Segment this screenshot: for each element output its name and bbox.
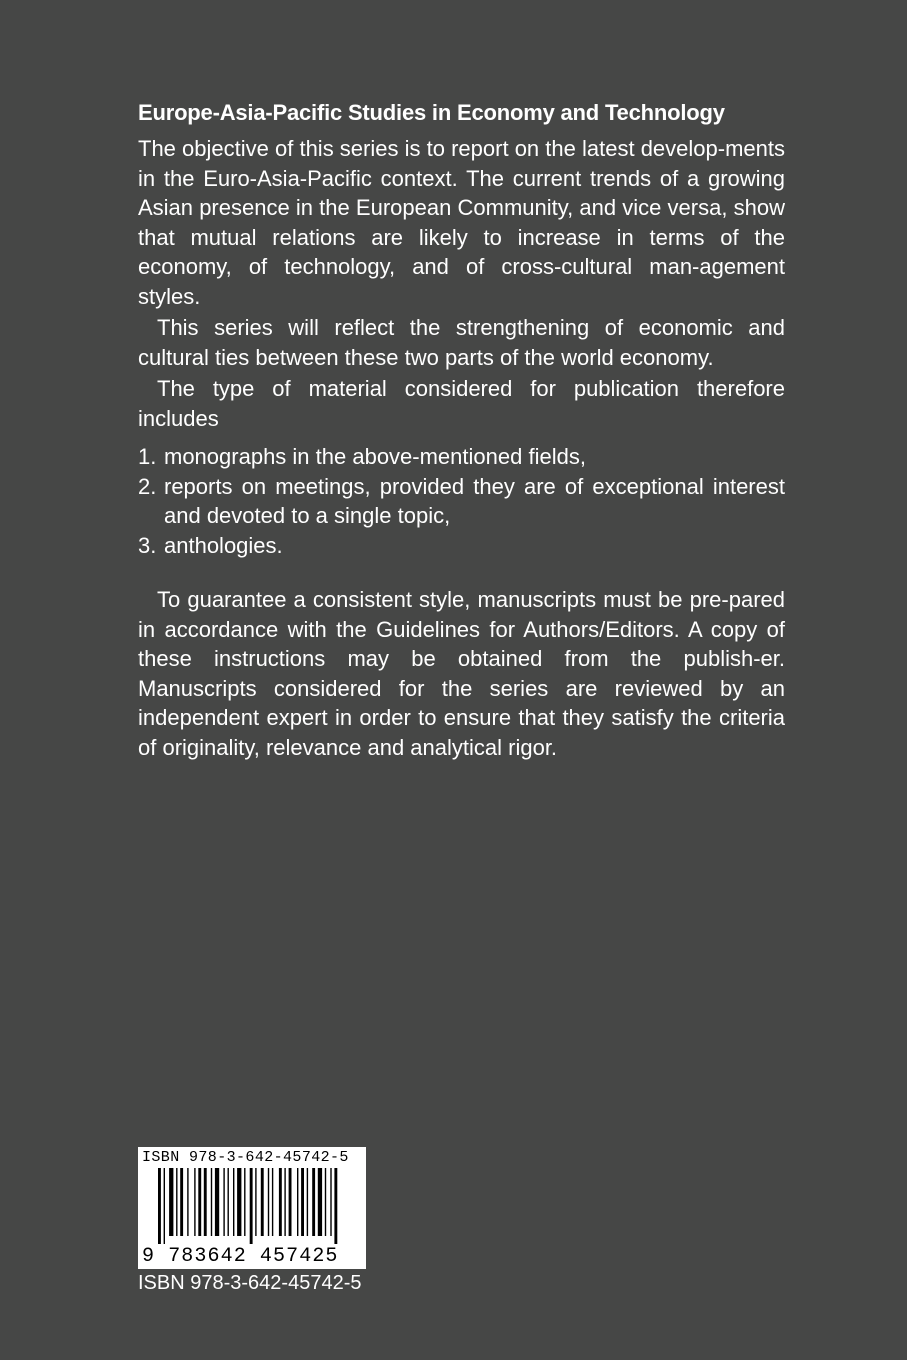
series-title: Europe-Asia-Pacific Studies in Economy and Technology: [138, 100, 725, 125]
barcode-box: [138, 1147, 366, 1269]
barcode-bar: [261, 1168, 264, 1236]
list-item: [138, 531, 785, 561]
barcode-bar: [334, 1168, 337, 1244]
material-list: [138, 442, 785, 560]
barcode-bar: [169, 1168, 173, 1236]
barcode-bar: [223, 1168, 224, 1236]
barcode-bar: [228, 1168, 229, 1236]
barcode-bar: [250, 1168, 253, 1244]
isbn-number: ISBN 978-3-642-45742-5: [138, 1272, 362, 1294]
list-item-number: 3.: [138, 532, 157, 558]
list-item-text: monographs in the above-mentioned fields,: [164, 444, 586, 469]
barcode-bar: [312, 1168, 315, 1236]
list-item-number: 2.: [138, 473, 157, 499]
barcode-bar: [180, 1168, 183, 1236]
barcode-bar: [297, 1168, 298, 1236]
barcode-bar: [272, 1168, 273, 1236]
barcode-bar: [284, 1168, 285, 1236]
barcode-digits: 9 783642 457425: [142, 1245, 339, 1268]
barcode-bar: [187, 1168, 188, 1236]
barcode-bar: [325, 1168, 326, 1236]
barcode-bar: [279, 1168, 282, 1236]
list-item: [138, 442, 785, 472]
barcode-bar: [158, 1168, 161, 1244]
barcode-bar: [215, 1168, 219, 1236]
back-cover-text: [138, 98, 785, 762]
barcode-bars: [138, 1166, 366, 1246]
list-item: [138, 472, 785, 531]
list-item-text: reports on meetings, provided they are of exceptional interest and devoted to a single topic,: [164, 473, 785, 528]
barcode-bar: [237, 1168, 241, 1236]
barcode-bar: [268, 1168, 269, 1236]
barcode-bar: [204, 1168, 207, 1236]
list-item-number: 1.: [138, 444, 157, 469]
barcode-bar: [289, 1168, 292, 1236]
barcode-bar: [244, 1168, 245, 1236]
barcode-bar: [307, 1168, 308, 1236]
paragraph-objective: The objective of this series is to report on the latest develop-ments in the Euro-Asia-Pacific context. The current trends of a growing Asian presence in the European Community, and vice versa, show that mutual relations are likely to increase in terms of the economy, of technology, and of cross-cultural man-agement styles.: [138, 136, 785, 309]
paragraph-guidelines: To guarantee a consistent style, manuscripts must be pre-pared in accordance with the Guidelines for Authors/Editors. A copy of these instructions may be obtained from the publish-er. Manuscripts considered for the series are reviewed by an independent expert in order to ensure that they satisfy the criteria of originality, relevance and analytical rigor.: [138, 587, 785, 760]
barcode-bar: [164, 1168, 165, 1244]
barcode-bar: [176, 1168, 177, 1236]
barcode-bar: [330, 1168, 331, 1236]
list-item-text: anthologies.: [164, 532, 283, 558]
barcode-bar: [255, 1168, 256, 1236]
barcode-bar: [198, 1168, 201, 1236]
barcode-bar: [233, 1168, 234, 1236]
barcode-isbn-label: ISBN 978-3-642-45742-5: [142, 1149, 349, 1166]
paragraph-material-type: The type of material considered for publication therefore includes: [138, 376, 785, 431]
paragraph-series-reflect: This series will reflect the strengthening of economic and cultural ties between these two parts of the world economy.: [138, 315, 785, 370]
barcode-bar: [211, 1168, 212, 1236]
barcode-bar: [318, 1168, 322, 1236]
barcode-bar: [194, 1168, 195, 1236]
barcode-bar: [301, 1168, 304, 1236]
